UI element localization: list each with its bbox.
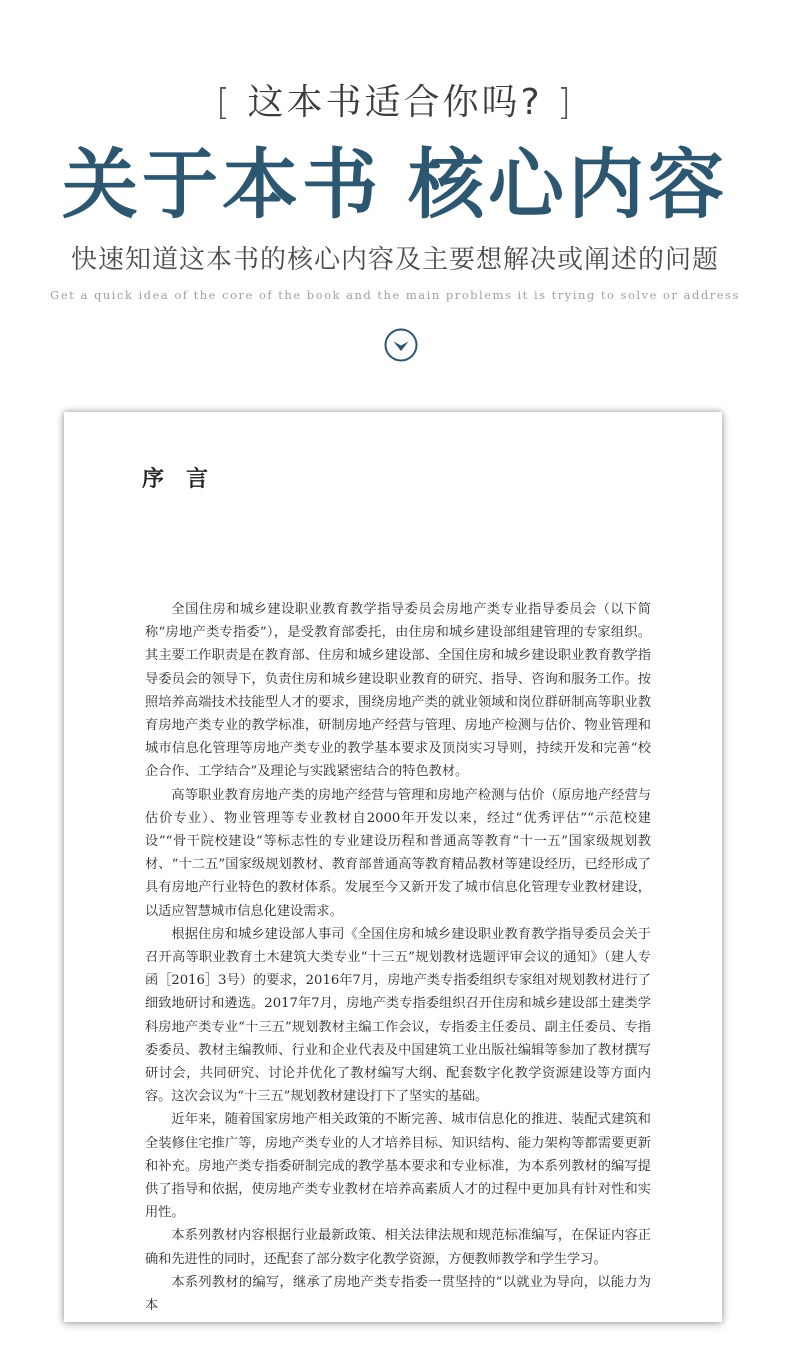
kicker-bracket-close: ] bbox=[557, 82, 575, 123]
preface-page bbox=[64, 412, 722, 1322]
preface-paragraph: 高等职业教育房地产类的房地产经营与管理和房地产检测与估价（原房地产经营与估价专业）、物业管理等专业教材自2000年开发以来，经过“优秀评估”“示范校建设”“骨干院校建设”等标志性的专业建设历程和普通高等教育“十一五”国家级规划教材、“十二五”国家级规划教材、教育部普通高等教育精品教材等建设经历，已经形成了具有房地产行业特色的教材体系。发展至今又新开发了城市信息化管理专业教材建设，以适应智慧城市信息化建设需求。 bbox=[145, 787, 651, 919]
subtitle: 快速知道这本书的核心内容及主要想解决或阐述的问题 bbox=[70, 245, 719, 275]
preface-paragraph: 全国住房和城乡建设职业教育教学指导委员会房地产类专业指导委员会（以下简称“房地产类专指委”），是受教育部委托，由住房和城乡建设部组建管理的专家组织。其主要工作职责是在教育部、住房和城乡建设部、全国住房和城乡建设职业教育教学指导委员会的领导下，负责住房和城乡建设职业教育的研究、指导、咨询和服务工作。按照培养高端技术技能型人才的要求，围绕房地产类的就业领域和岗位群研制高等职业教育房地产类专业的教学标准，研制房地产经营与管理、房地产检测与估价、物业管理和城市信息化管理等房地产类专业的教学基本要求及顶岗实习导则，持续开发和完善“校企合作、工学结合”及理论与实践紧密结合的特色教材。 bbox=[145, 602, 651, 780]
preface-paragraph: 本系列教材内容根据行业最新政策、相关法律法规和规范标准编写，在保证内容正确和先进性的同时，还配套了部分数字化教学资源，方便教师教学和学生学习。 bbox=[145, 1228, 651, 1267]
preface-body bbox=[145, 598, 651, 1317]
kicker-line bbox=[0, 80, 790, 126]
preface-paragraph: 本系列教材的编写，继承了房地产类专指委一贯坚持的“以就业为导向，以能力为本 bbox=[145, 1274, 651, 1314]
page-title bbox=[0, 140, 790, 230]
kicker-bracket-open: [ bbox=[215, 82, 233, 123]
chevron-down-circle-icon[interactable] bbox=[384, 328, 418, 362]
title-core-content: 核心内容 bbox=[408, 140, 728, 229]
title-about-book: 关于本书 bbox=[62, 140, 382, 229]
hero-header bbox=[0, 0, 790, 400]
preface-heading: 序言 bbox=[142, 466, 231, 492]
preface-paragraph: 近年来，随着国家房地产相关政策的不断完善、城市信息化的推进、装配式建筑和全装修住宅推广等，房地产类专业的人才培养目标、知识结构、能力架构等都需要更新和补充。房地产类专指委研制完成的教学基本要求和专业标准，为本系列教材的编写提供了指导和依据，使房地产类专业教材在培养高素质人才的过程中更加具有针对性和实用性。 bbox=[145, 1112, 651, 1221]
subtitle-english: Get a quick idea of the core of the book and the main problems it is trying to solve or address bbox=[50, 288, 740, 302]
preface-paragraph: 根据住房和城乡建设部人事司《全国住房和城乡建设职业教育教学指导委员会关于召开高等职业教育土木建筑大类专业“十三五”规划教材选题评审会议的通知》（建人专函［2016］3号）的要求，2016年7月，房地产类专指委组织专家组对规划教材进行了细致地研讨和遴选。2017年7月，房地产类专指委组织召开住房和城乡建设部土建类学科房地产类专业“十三五”规划教材主编工作会议，专指委主任委员、副主任委员、专指委委员、教材主编教师、行业和企业代表及中国建筑工业出版社编辑等参加了教材撰写研讨会，共同研究、讨论并优化了教材编写大纲、配套数字化教学资源建设等方面内容。这次会议为“十三五”规划教材建设打下了坚实的基础。 bbox=[145, 926, 651, 1105]
kicker-text: 这本书适合你吗? bbox=[247, 82, 543, 123]
